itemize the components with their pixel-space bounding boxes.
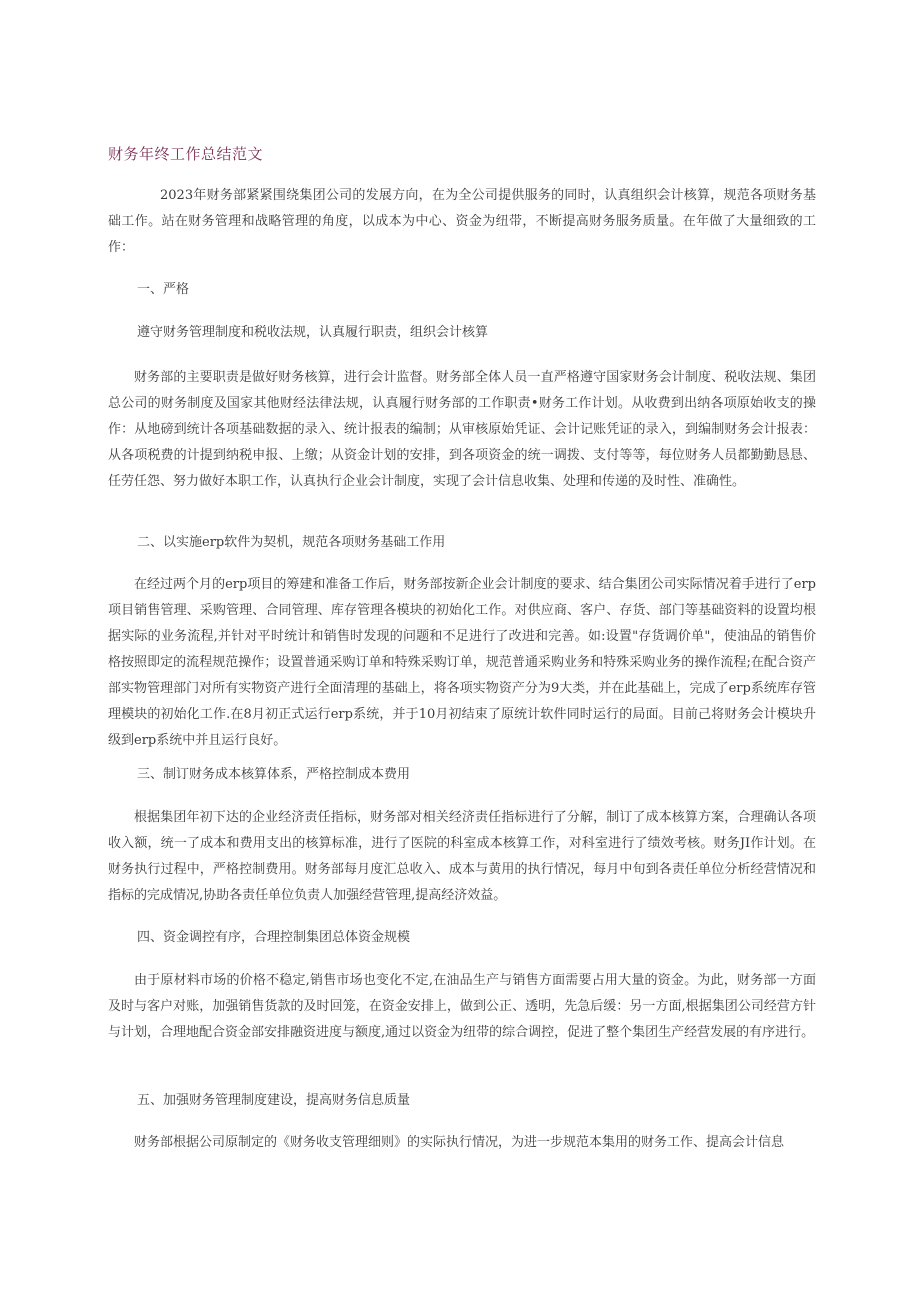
section-4-body: 由于原材料市场的价格不稳定,销售市场也变化不定,在油品生产与销售方面需要占用大量的资金。为此，财务部一方面及时与客户对账，加强销售货款的及时回笼，在资金安排上，做到公正、透明，先急后缓：另一方面,根据集团公司经营方针与计划，合理地配合资金部安排融资进度与额度,通过以资金为纽带的综合调控，促进了整个集团生产经营发展的有序进行。 xyxy=(108,973,816,1040)
section-1-body: 财务部的主要职责是做好财务核算，进行会计监督。财务部全体人员一直严格遵守国家财务会计制度、税收法规、集团总公司的财务制度及国家其他财经法律法规，认真履行财务部的工作职责•财务工作计划。从收费到出纳各项原始收支的操作：从地磅到统计各项基础数据的录入、统计报表的编制；从审核原始凭证、会计记账凭证的录入，到编制财务会计报表：从各项税费的计提到纳税申报、上缴；从资金计划的安排，到各项资金的统一调拨、支付等等，每位财务人员都勤勤恳恳、任劳任怨、努力做好本职工作，认真执行企业会计制度，实现了会计信息收集、处理和传递的及时性、准确性。 xyxy=(108,370,816,489)
section-3-heading: 三、制订财务成本核算体系，严格控制成本费用 xyxy=(137,767,411,782)
section-5-body: 财务部根据公司原制定的《财务收支管理细则》的实际执行情况，为进一步规范本集用的财务工作、提高会计信息 xyxy=(134,1135,785,1150)
section-4-heading: 四、资金调控有序，合理控制集团总体资金规模 xyxy=(137,930,411,945)
section-5-heading: 五、加强财务管理制度建设，提高财务信息质量 xyxy=(137,1093,411,1108)
intro-paragraph: 2023年财务部紧紧围绕集团公司的发展方向，在为全公司提供服务的同时，认真组织会计核算，规范各项财务基础工作。站在财务管理和战略管理的角度，以成本为中心、资金为纽带，不断提高财务服务质量。在年做了大量细致的工作： xyxy=(108,188,816,255)
section-2-body: 在经过两个月的erp项目的筹建和准备工作后，财务部按新企业会计制度的要求、结合集团公司实际情况着手进行了erp项目销售管理、采购管理、合同管理、库存管理各模块的初始化工作。对供应商、客户、存货、部门等基础资料的设置均根据实际的业务流程,并针对平时统计和销售时发现的问题和不足进行了改进和完善。如:设置"存货调价单"，使油品的销售价格按照即定的流程规范操作；设置普通采购订单和特殊采购订单，规范普通采购业务和特殊采购业务的操作流程;在配合资产部实物管理部门对所有实物资产进行全面清理的基础上，将各项实物资产分为9大类，并在此基础上，完成了erp系统库存管理模块的初始化工作.在8月初正式运行erp系统，并于10月初结束了原统计软件同时运行的局面。目前己将财务会计模块升级到erp系统中并且运行良好。 xyxy=(108,577,816,748)
section-2-heading: 二、以实施erp软件为契机，规范各项财务基础工作用 xyxy=(137,535,446,550)
document-title: 财务年终工作总结范文 xyxy=(108,145,264,163)
section-3-body: 根据集团年初下达的企业经济责任指标，财务部对相关经济责任指标进行了分解，制订了成本核算方案，合理确认各项收入额，统一了成本和费用支出的核算标准，进行了医院的科室成本核算工作，对科室进行了绩效考核。财务JI作计划。在财务执行过程中，严格控制费用。财务部每月度汇总收入、成本与黄用的执行情况，每月中旬到各责任单位分析经营情况和指标的完成情况,协助各责任单位负责人加强经营管理,提高经济效益。 xyxy=(108,810,816,903)
section-1-heading: 一、严格 xyxy=(137,282,190,297)
section-1-subheading: 遵守财务管理制度和税收法规，认真履行职责，组织会计核算 xyxy=(137,325,489,340)
